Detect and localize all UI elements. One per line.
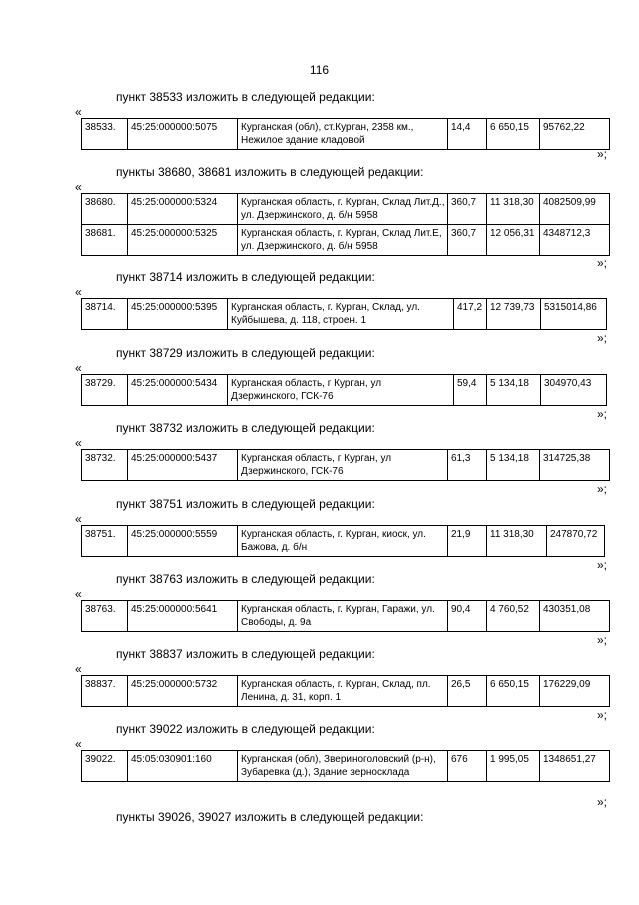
registry-table xyxy=(81,750,610,782)
close-quote: »; xyxy=(597,407,608,421)
amendment-heading: пункт 38732 изложить в следующей редакции: xyxy=(116,421,375,435)
rate: 4 760,52 xyxy=(487,601,540,632)
page-number: 116 xyxy=(309,63,330,77)
area: 360,7 xyxy=(448,194,487,225)
rate: 1 995,05 xyxy=(487,751,540,782)
amendment-heading: пункт 38751 изложить в следующей редакции: xyxy=(116,497,375,511)
value: 5315014,86 xyxy=(541,299,607,330)
amendment-heading: пункт 38837 изложить в следующей редакции: xyxy=(116,647,375,661)
address: Курганская область, г. Курган, киоск, ул. Бажова, д. б/н xyxy=(238,526,448,557)
rate: 12 056,31 xyxy=(487,225,540,256)
value: 314725,38 xyxy=(540,450,610,481)
registry-table xyxy=(81,675,610,707)
rate: 12 739,73 xyxy=(487,299,541,330)
table-row xyxy=(82,526,605,557)
value: 95762,22 xyxy=(540,119,610,150)
rate: 5 134,18 xyxy=(487,375,541,406)
table-row xyxy=(82,676,610,707)
amendment-heading: пункт 39022 изложить в следующей редакции: xyxy=(116,722,375,736)
rate: 6 650,15 xyxy=(487,119,540,150)
value: 1348651,27 xyxy=(540,751,610,782)
amendment-heading: пункт 38714 изложить в следующей редакции: xyxy=(116,270,375,284)
address: Курганская область, г. Курган, Гаражи, ул. Свободы, д. 9а xyxy=(238,601,448,632)
value: 4082509,99 xyxy=(540,194,610,225)
close-quote: »; xyxy=(597,795,608,809)
open-quote: « xyxy=(75,587,82,601)
table-row xyxy=(82,375,607,406)
close-quote: »; xyxy=(597,708,608,722)
table-row xyxy=(82,194,610,225)
address: Курганская (обл), ст.Курган, 2358 км., Нежилое здание кладовой xyxy=(238,119,448,150)
close-quote: »; xyxy=(597,256,608,270)
row-number: 38681. xyxy=(82,225,128,256)
close-quote: »; xyxy=(597,331,608,345)
row-number: 38729. xyxy=(82,375,128,406)
open-quote: « xyxy=(75,105,82,119)
open-quote: « xyxy=(75,737,82,751)
cadastral-number: 45:25:000000:5437 xyxy=(128,450,238,481)
table-row xyxy=(82,299,607,330)
open-quote: « xyxy=(75,512,82,526)
area: 21,9 xyxy=(448,526,487,557)
registry-table xyxy=(81,449,610,481)
area: 61,3 xyxy=(448,450,487,481)
cadastral-number: 45:25:000000:5075 xyxy=(128,119,238,150)
registry-table xyxy=(81,193,610,256)
address: Курганская область, г Курган, ул Дзержинского, ГСК-76 xyxy=(228,375,454,406)
amendment-heading: пункты 38680, 38681 изложить в следующей редакции: xyxy=(116,165,424,179)
cadastral-number: 45:25:000000:5559 xyxy=(128,526,238,557)
amendment-heading: пункт 38763 изложить в следующей редакции: xyxy=(116,572,375,586)
address: Курганская область, г Курган, ул Дзержинского, ГСК-76 xyxy=(238,450,448,481)
close-quote: »; xyxy=(597,558,608,572)
rate: 11 318,30 xyxy=(487,194,540,225)
cadastral-number: 45:25:000000:5324 xyxy=(128,194,238,225)
registry-table xyxy=(81,374,607,406)
row-number: 38732. xyxy=(82,450,128,481)
row-number: 38763. xyxy=(82,601,128,632)
address: Курганская область, г. Курган, Склад, ул. Куйбышева, д. 118, строен. 1 xyxy=(228,299,454,330)
value: 176229,09 xyxy=(540,676,610,707)
rate: 11 318,30 xyxy=(487,526,547,557)
table-row xyxy=(82,601,610,632)
table-row xyxy=(82,751,610,782)
open-quote: « xyxy=(75,285,82,299)
area: 14,4 xyxy=(448,119,487,150)
cadastral-number: 45:25:000000:5395 xyxy=(128,299,228,330)
row-number: 38837. xyxy=(82,676,128,707)
table-row xyxy=(82,225,610,256)
registry-table xyxy=(81,525,605,557)
area: 26,5 xyxy=(448,676,487,707)
cadastral-number: 45:25:000000:5434 xyxy=(128,375,228,406)
value: 430351,08 xyxy=(540,601,610,632)
amendment-heading: пункт 38533 изложить в следующей редакции: xyxy=(116,90,375,104)
amendment-heading: пункты 39026, 39027 изложить в следующей редакции: xyxy=(116,810,424,824)
address: Курганская (обл), Звериноголовский (р-н), Зубаревка (д.), Здание зерносклада xyxy=(238,751,448,782)
close-quote: »; xyxy=(597,482,608,496)
amendment-heading: пункт 38729 изложить в следующей редакции: xyxy=(116,346,375,360)
registry-table xyxy=(81,118,610,150)
registry-table xyxy=(81,600,610,632)
address: Курганская область, г. Курган, Склад, пл. Ленина, д. 31, корп. 1 xyxy=(238,676,448,707)
registry-table xyxy=(81,298,607,330)
area: 417,2 xyxy=(454,299,487,330)
open-quote: « xyxy=(75,180,82,194)
table-row xyxy=(82,119,610,150)
row-number: 38714. xyxy=(82,299,128,330)
open-quote: « xyxy=(75,361,82,375)
cadastral-number: 45:05:030901:160 xyxy=(128,751,238,782)
table-row xyxy=(82,450,610,481)
cadastral-number: 45:25:000000:5325 xyxy=(128,225,238,256)
open-quote: « xyxy=(75,662,82,676)
rate: 5 134,18 xyxy=(487,450,540,481)
row-number: 39022. xyxy=(82,751,128,782)
cadastral-number: 45:25:000000:5732 xyxy=(128,676,238,707)
row-number: 38751. xyxy=(82,526,128,557)
area: 360,7 xyxy=(448,225,487,256)
row-number: 38680. xyxy=(82,194,128,225)
close-quote: »; xyxy=(597,633,608,647)
area: 59,4 xyxy=(454,375,487,406)
area: 676 xyxy=(448,751,487,782)
open-quote: « xyxy=(75,436,82,450)
rate: 6 650,15 xyxy=(487,676,540,707)
address: Курганская область, г. Курган, Склад Лит.Е, ул. Дзержинского, д. б/н 5958 xyxy=(238,225,448,256)
value: 247870,72 xyxy=(547,526,605,557)
value: 304970,43 xyxy=(541,375,607,406)
row-number: 38533. xyxy=(82,119,128,150)
value: 4348712,3 xyxy=(540,225,610,256)
area: 90,4 xyxy=(448,601,487,632)
cadastral-number: 45:25:000000:5641 xyxy=(128,601,238,632)
address: Курганская область, г. Курган, Склад Лит.Д., ул. Дзержинского, д. б/н 5958 xyxy=(238,194,448,225)
close-quote: »; xyxy=(597,147,608,161)
